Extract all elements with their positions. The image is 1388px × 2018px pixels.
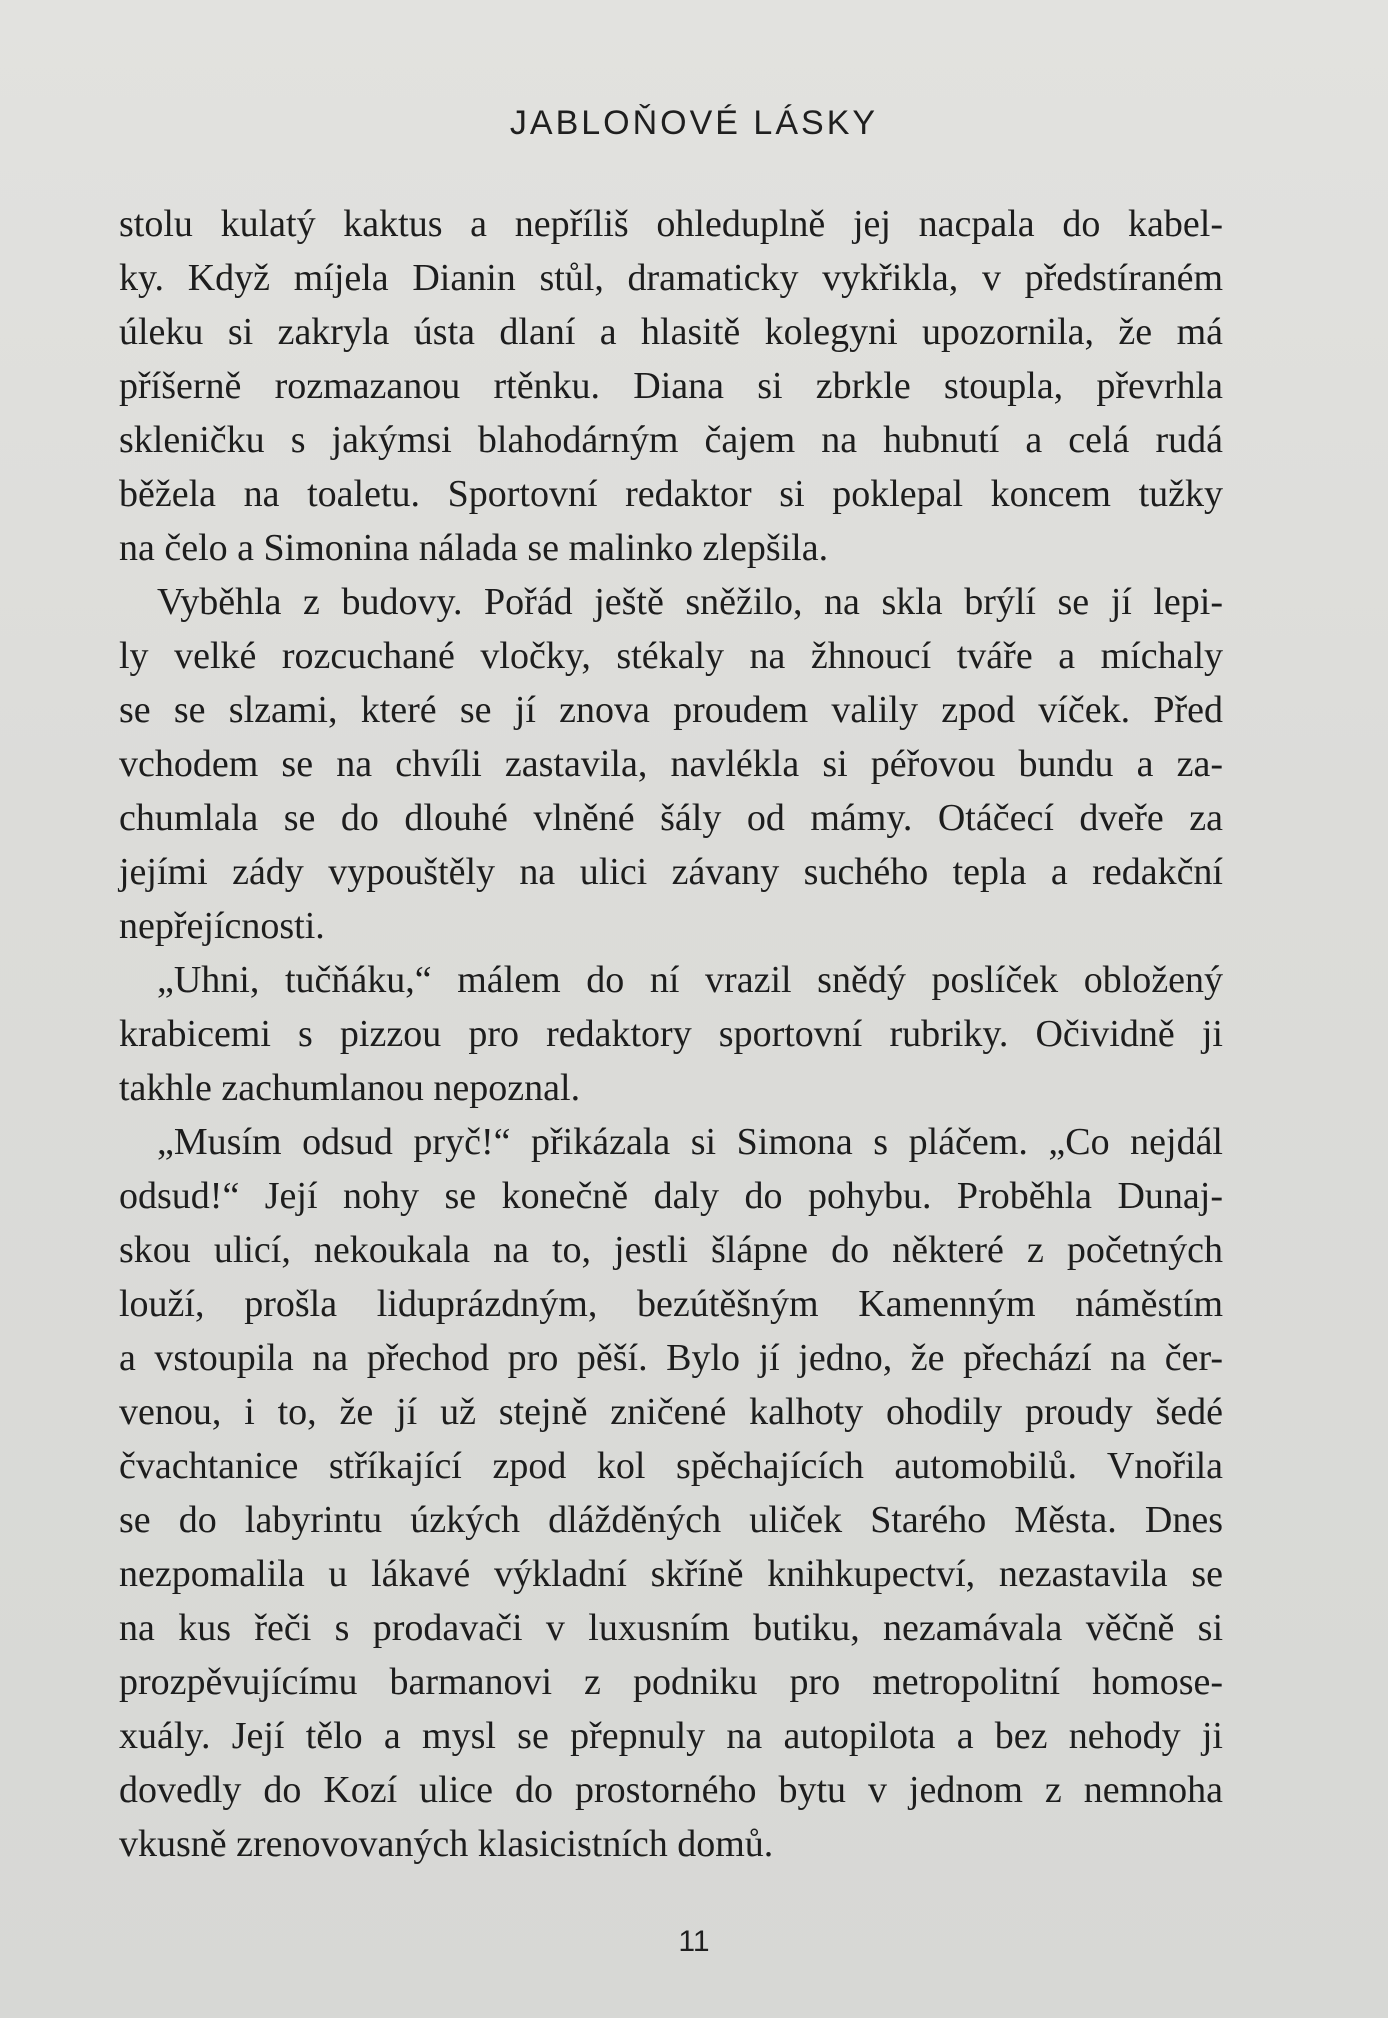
text-line: skleničku s jakýmsi blahodárným čajem na hubnutí a celá rudá (119, 419, 1223, 461)
text-line: na čelo a Simonina nálada se malinko zlepšila. (119, 527, 829, 569)
running-head: JABLOŇOVÉ LÁSKY (509, 104, 879, 142)
text-line: vkusně zrenovovaných klasicistních domů. (119, 1823, 774, 1865)
text-line: stolu kulatý kaktus a nepříliš ohleduplně jej nacpala do kabel- (119, 203, 1223, 245)
text-line: se do labyrintu úzkých dlážděných uliček Starého Města. Dnes (119, 1499, 1223, 1541)
text-line: čvachtanice stříkající zpod kol spěchajících automobilů. Vnořila (119, 1445, 1223, 1487)
text-line: skou ulicí, nekoukala na to, jestli šlápne do některé z početných (119, 1229, 1223, 1271)
text-line: xuály. Její tělo a mysl se přepnuly na autopilota a bez nehody ji (119, 1715, 1223, 1757)
text-line: prozpěvujícímu barmanovi z podniku pro metropolitní homose- (119, 1661, 1223, 1703)
text-line: venou, i to, že jí už stejně zničené kalhoty ohodily proudy šedé (119, 1391, 1223, 1433)
text-line: a vstoupila na přechod pro pěší. Bylo jí jedno, že přechází na čer- (119, 1337, 1223, 1379)
text-line: ly velké rozcuchané vločky, stékaly na žhnoucí tváře a míchaly (119, 635, 1223, 677)
text-line: krabicemi s pizzou pro redaktory sportovní rubriky. Očividně ji (119, 1013, 1223, 1055)
text-line: na kus řeči s prodavači v luxusním butiku, nezamávala věčně si (119, 1607, 1223, 1649)
text-line: „Musím odsud pryč!“ přikázala si Simona s pláčem. „Co nejdál (157, 1121, 1223, 1163)
text-line: „Uhni, tučňáku,“ málem do ní vrazil snědý poslíček obložený (157, 959, 1223, 1001)
text-line: nezpomalila u lákavé výkladní skříně knihkupectví, nezastavila se (119, 1553, 1223, 1595)
text-line: chumlala se do dlouhé vlněné šály od mámy. Otáčecí dveře za (119, 797, 1223, 839)
page-number: 11 (678, 1925, 710, 1958)
text-line: se se slzami, které se jí znova proudem valily zpod víček. Před (119, 689, 1223, 731)
text-line: Vyběhla z budovy. Pořád ještě sněžilo, na skla brýlí se jí lepi- (157, 581, 1223, 623)
text-line: vchodem se na chvíli zastavila, navlékla si péřovou bundu a za- (119, 743, 1223, 785)
text-line: ky. Když míjela Dianin stůl, dramaticky vykřikla, v předstíraném (119, 257, 1223, 299)
text-line: takhle zachumlanou nepoznal. (119, 1067, 581, 1109)
text-line: běžela na toaletu. Sportovní redaktor si poklepal koncem tužky (119, 473, 1223, 515)
text-line: jejími zády vypouštěly na ulici závany suchého tepla a redakční (119, 851, 1223, 893)
body-text (119, 197, 1223, 1871)
text-line: odsud!“ Její nohy se konečně daly do pohybu. Proběhla Dunaj- (119, 1175, 1223, 1217)
text-line: příšerně rozmazanou rtěnku. Diana si zbrkle stoupla, převrhla (119, 365, 1223, 407)
text-line: louží, prošla liduprázdným, bezútěšným Kamenným náměstím (119, 1283, 1223, 1325)
text-line: úleku si zakryla ústa dlaní a hlasitě kolegyni upozornila, že má (119, 311, 1223, 353)
text-line: dovedly do Kozí ulice do prostorného bytu v jednom z nemnoha (119, 1769, 1223, 1811)
text-line: nepřejícnosti. (119, 905, 325, 947)
